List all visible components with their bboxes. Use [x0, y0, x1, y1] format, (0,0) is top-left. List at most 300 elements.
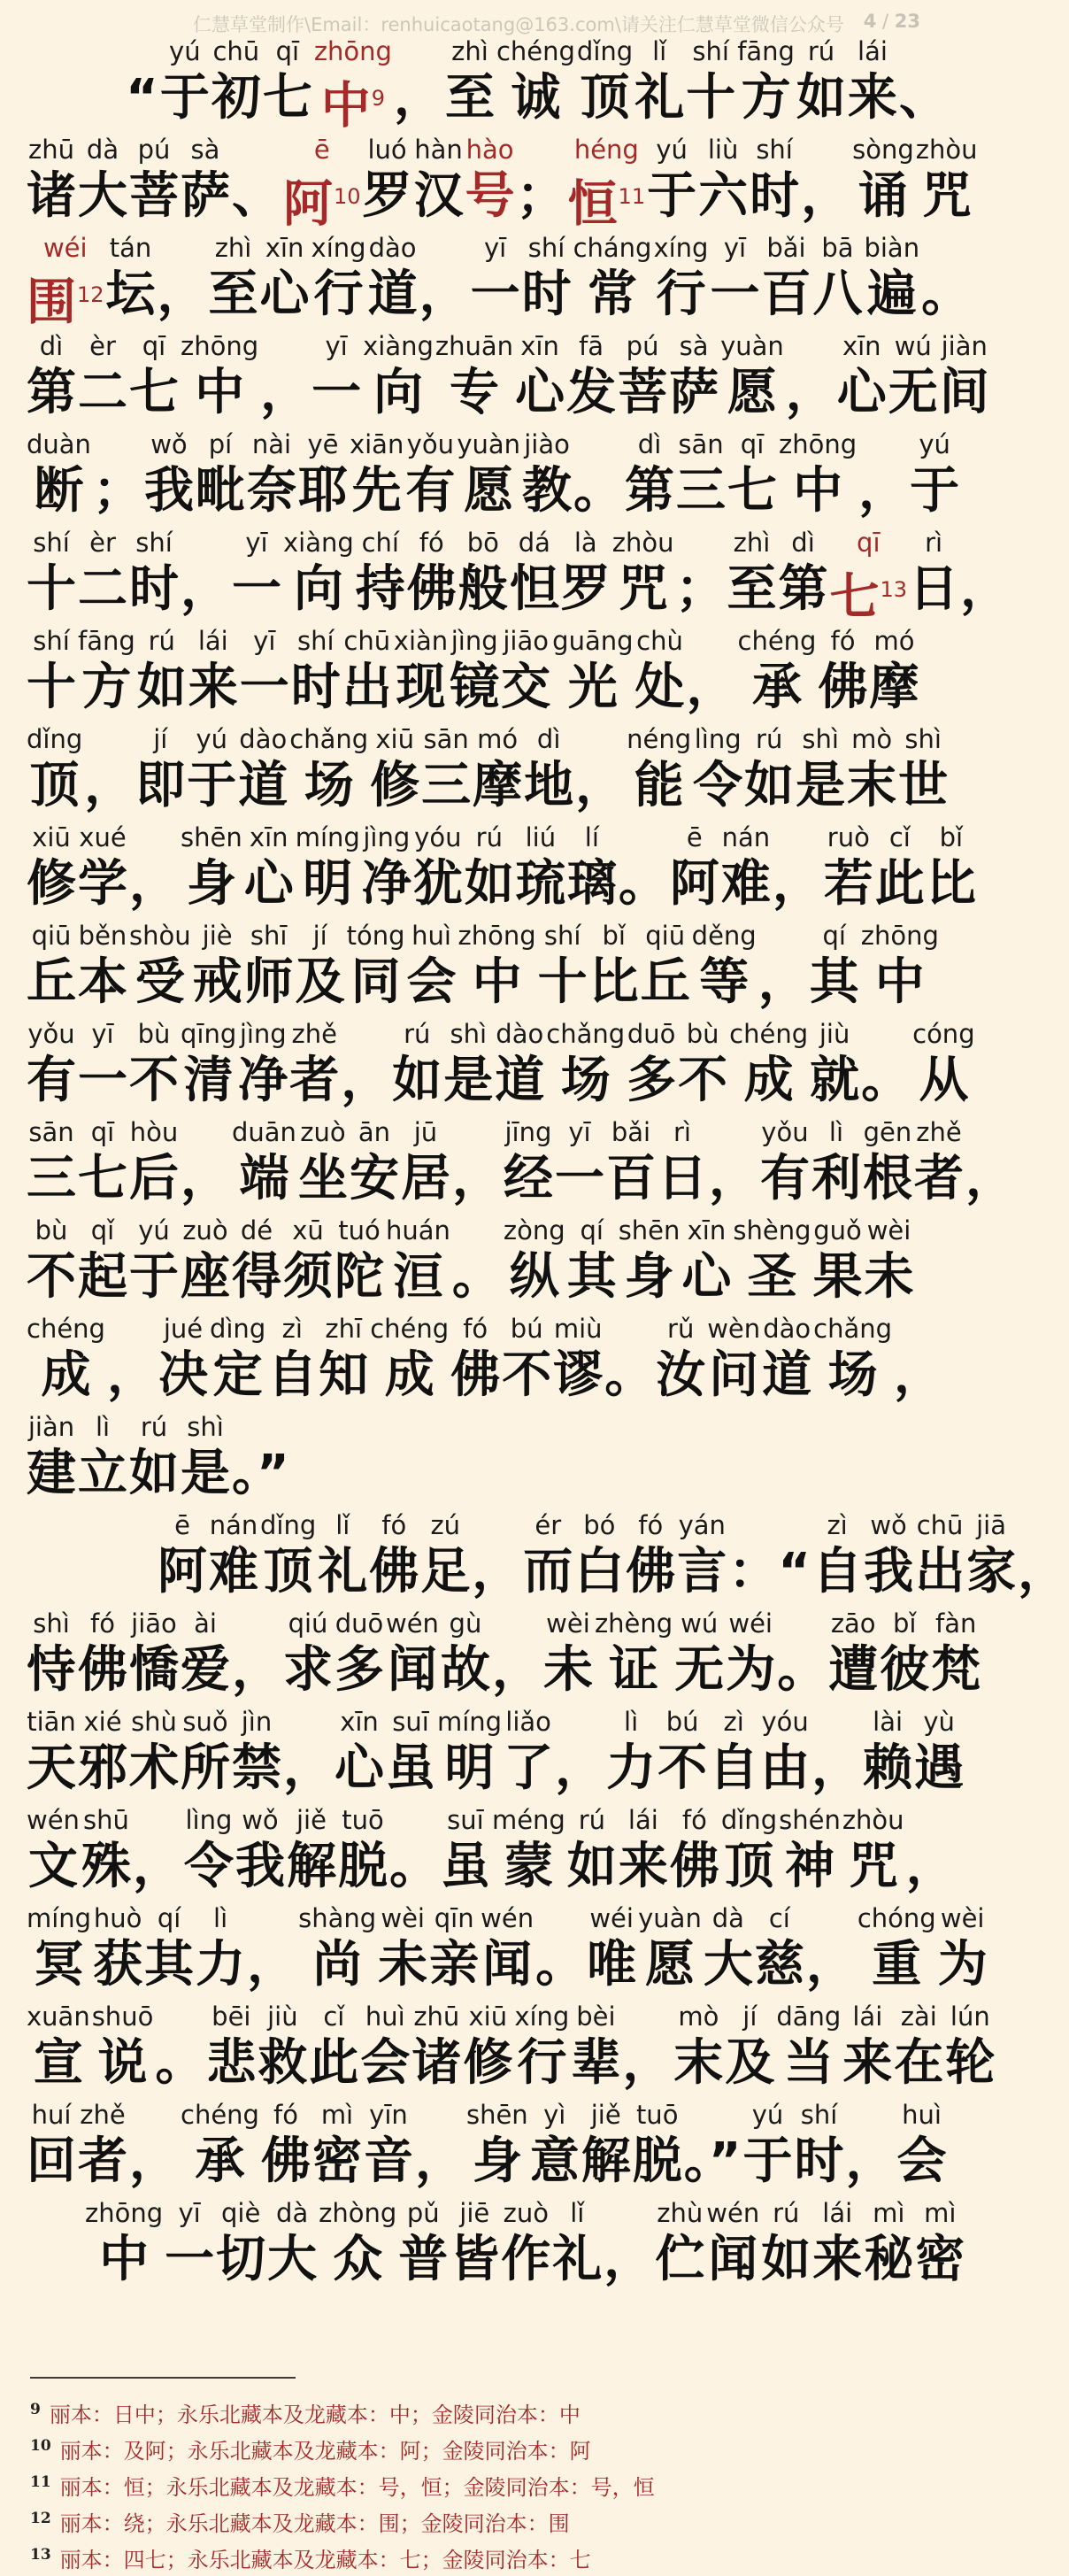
character	[450, 2197, 499, 2291]
hanzi-text: 明	[303, 855, 353, 913]
pinyin: shí	[527, 233, 565, 263]
pinyin: wén	[706, 2198, 760, 2228]
pinyin	[555, 1706, 604, 1738]
character	[824, 821, 873, 915]
character	[779, 527, 828, 621]
character	[466, 2099, 528, 2193]
pinyin: shí	[543, 921, 581, 951]
pinyin: pí	[208, 429, 233, 459]
character	[618, 330, 667, 424]
character	[129, 1411, 179, 1505]
pinyin	[861, 1018, 911, 1050]
character	[78, 1706, 127, 1800]
hanzi	[727, 460, 777, 522]
hanzi-text: 六	[698, 167, 749, 225]
hanzi	[78, 559, 127, 621]
pinyin: shòu	[129, 921, 191, 951]
pinyin: chū	[343, 626, 391, 656]
character	[888, 330, 938, 424]
pinyin	[247, 1902, 296, 1934]
character	[27, 625, 76, 719]
pinyin: èr	[89, 331, 116, 361]
character	[523, 1509, 573, 1603]
pinyin: shēn	[181, 822, 242, 852]
pinyin: yuàn	[457, 429, 521, 459]
pinyin	[573, 428, 623, 460]
character	[443, 1018, 493, 1112]
pinyin: zhù	[657, 2198, 704, 2228]
hanzi-text: 会	[360, 2034, 411, 2092]
hanzi	[760, 1148, 810, 1210]
character	[465, 821, 514, 915]
pinyin: qī	[857, 528, 881, 558]
pinyin: wéi	[589, 1903, 634, 1933]
hanzi-text: 一	[78, 1052, 127, 1109]
character	[704, 1902, 753, 1996]
hanzi	[78, 1443, 127, 1505]
hanzi-text: 术	[129, 1739, 179, 1797]
hanzi	[810, 952, 859, 1014]
hanzi	[670, 1836, 719, 1898]
character	[296, 821, 360, 915]
pinyin: xíng	[514, 2001, 570, 2032]
character	[492, 1804, 565, 1898]
footnote-reference[interactable]: 11	[618, 184, 646, 209]
hanzi-text: 地	[524, 757, 574, 814]
character	[341, 1018, 390, 1112]
hanzi-text: 是	[443, 1052, 494, 1109]
hanzi	[495, 1050, 544, 1112]
hanzi-text: 文	[27, 1838, 78, 1895]
hanzi	[216, 2229, 265, 2291]
hanzi-text: 言	[677, 1543, 727, 1600]
pinyin: dǐng	[260, 1510, 317, 1540]
variant-character	[567, 134, 646, 234]
pinyin: chǎng	[289, 724, 369, 754]
hanzi	[743, 2131, 793, 2193]
pinyin: gù	[449, 1608, 482, 1639]
character	[846, 2099, 896, 2193]
hanzi	[1018, 1541, 1067, 1603]
pinyin: zāo	[830, 1608, 876, 1639]
pinyin: qī	[142, 331, 166, 361]
pinyin: cháng	[573, 233, 652, 263]
character	[27, 723, 82, 817]
character	[78, 1116, 127, 1210]
hanzi-text: 。	[861, 1052, 911, 1109]
pinyin: wèi	[381, 1903, 425, 1933]
hanzi	[538, 952, 588, 1014]
pinyin: xiàng	[283, 528, 354, 558]
character	[810, 920, 859, 1014]
character	[801, 134, 850, 228]
pinyin	[181, 1116, 230, 1148]
hanzi	[669, 362, 719, 424]
hanzi-text: 心	[515, 364, 565, 421]
character	[914, 1116, 964, 1210]
character	[686, 35, 735, 129]
hanzi-text: ，	[129, 2133, 179, 2190]
pinyin: yē	[307, 429, 339, 459]
footnote-text: 丽本：恒；永乐北藏本及龙藏本：号，恒；金陵同治本：号，恒	[59, 2475, 655, 2500]
hanzi	[298, 1148, 348, 1210]
hanzi-text: 时	[521, 266, 572, 323]
pinyin: jìng	[239, 1019, 287, 1049]
footnote-reference[interactable]: 9	[371, 86, 386, 111]
pinyin	[472, 1509, 521, 1541]
hanzi	[240, 657, 289, 719]
hanzi	[698, 166, 748, 228]
character	[880, 1608, 929, 1701]
pinyin	[806, 1902, 856, 1934]
pinyin: lí	[584, 822, 599, 852]
hanzi-text: 。	[155, 2034, 205, 2092]
hanzi	[78, 2131, 127, 2193]
character	[567, 821, 617, 915]
hanzi	[458, 559, 508, 621]
pinyin	[517, 134, 566, 166]
hanzi	[27, 1443, 76, 1505]
character	[916, 134, 978, 228]
character	[678, 1018, 727, 1112]
hanzi-text: 承	[195, 2133, 245, 2190]
character	[530, 2099, 580, 2193]
pinyin: xīn	[842, 331, 881, 361]
footnote-reference[interactable]: 13	[880, 577, 908, 602]
hanzi	[852, 166, 914, 228]
hanzi	[27, 952, 76, 1014]
hanzi-text: 利	[811, 1150, 861, 1207]
character	[812, 1509, 862, 1603]
character	[421, 723, 471, 817]
pinyin	[811, 1706, 861, 1738]
hanzi	[267, 2229, 317, 2291]
hanzi-text: 。	[388, 1838, 439, 1895]
character	[811, 1706, 861, 1800]
pinyin: xīn	[249, 822, 288, 852]
hanzi	[656, 1345, 705, 1407]
pinyin: zì	[827, 1510, 848, 1540]
hanzi	[553, 1345, 603, 1407]
pinyin: jìn	[241, 1707, 273, 1737]
hanzi	[458, 952, 536, 1014]
text-line	[27, 920, 939, 1018]
hanzi	[84, 755, 134, 817]
footnote-number: 13	[30, 2546, 51, 2564]
pinyin: dào	[239, 724, 288, 754]
pinyin: yóu	[414, 822, 462, 852]
hanzi	[232, 559, 281, 621]
pinyin: wèi	[940, 1903, 985, 1933]
hanzi	[341, 1050, 390, 1112]
hanzi-text: 咒	[618, 560, 668, 618]
character	[129, 1116, 179, 1210]
hanzi	[232, 166, 281, 228]
pinyin: guāng	[552, 626, 634, 656]
hanzi-text: 号	[465, 167, 515, 225]
character	[181, 527, 230, 621]
character	[733, 1215, 811, 1308]
hanzi	[706, 2229, 759, 2291]
hanzi	[626, 1541, 675, 1603]
hanzi-text: ，	[283, 1739, 333, 1797]
hanzi	[931, 1639, 981, 1701]
hanzi	[106, 264, 156, 326]
hanzi	[681, 1246, 731, 1308]
hanzi-text: 比	[926, 855, 976, 913]
hanzi	[129, 559, 179, 621]
character	[552, 625, 633, 719]
hanzi	[655, 2229, 704, 2291]
hanzi-text: 来	[842, 2034, 893, 2092]
hanzi-text: 闻	[708, 2231, 758, 2288]
hanzi-text: 教	[522, 462, 573, 520]
character	[471, 232, 520, 326]
hanzi-text: ，	[604, 2231, 654, 2288]
pinyin: zhòu	[915, 135, 978, 165]
footnote-text: 丽本：及阿；永乐北藏本及龙藏本：阿；金陵同治本：阿	[59, 2439, 591, 2464]
hanzi	[232, 1639, 281, 1701]
hanzi	[779, 1836, 841, 1898]
pinyin: xié	[83, 1707, 122, 1737]
pinyin: chéng	[737, 626, 817, 656]
hanzi	[595, 1639, 673, 1701]
pinyin: huì	[902, 2100, 942, 2130]
hanzi	[289, 755, 368, 817]
hanzi	[692, 952, 757, 1014]
hanzi	[523, 1541, 573, 1603]
hanzi	[452, 1246, 502, 1308]
pinyin: yī	[178, 2198, 201, 2228]
hanzi	[360, 2032, 410, 2094]
character	[129, 920, 191, 1014]
hanzi	[921, 264, 971, 326]
hanzi	[27, 1246, 76, 1308]
hanzi	[546, 1050, 625, 1112]
character	[894, 2001, 943, 2094]
hanzi-text: 为	[726, 1641, 776, 1699]
character	[84, 723, 134, 817]
character	[921, 232, 971, 326]
pinyin: wèn	[707, 1314, 761, 1344]
hanzi	[466, 2131, 528, 2193]
pinyin: bǐ	[939, 822, 964, 852]
hanzi	[144, 1934, 194, 1996]
hanzi	[847, 755, 896, 817]
character	[27, 1313, 105, 1407]
pinyin: ài	[194, 1608, 217, 1639]
pinyin: xiān	[349, 429, 404, 459]
hanzi	[188, 657, 238, 719]
character	[496, 35, 575, 129]
hanzi	[721, 853, 771, 915]
hanzi-text: ，	[419, 266, 469, 323]
hanzi	[587, 1934, 636, 1996]
hanzi	[619, 1836, 668, 1898]
pinyin: shén	[779, 1805, 841, 1835]
hanzi-text: ，	[894, 1346, 944, 1404]
hanzi-text: 末	[673, 2034, 724, 2092]
pinyin: xiàng	[363, 331, 434, 361]
hanzi-text: 一	[165, 2231, 215, 2288]
character	[743, 2099, 793, 2193]
hanzi-text: 憍	[129, 1641, 179, 1699]
character	[687, 625, 736, 719]
hanzi-text: “	[126, 69, 158, 127]
pinyin: lái	[822, 2198, 853, 2228]
hanzi-text: 咒	[921, 167, 972, 225]
hanzi-text: 中	[793, 462, 843, 520]
hanzi-text: 于	[129, 1248, 179, 1306]
hanzi-text: 多	[627, 1052, 677, 1109]
character	[181, 1706, 230, 1800]
hanzi	[206, 2032, 256, 2094]
hanzi	[865, 1246, 914, 1308]
footnote-reference[interactable]: 12	[77, 282, 104, 307]
character	[27, 1116, 76, 1210]
hanzi	[283, 1738, 333, 1800]
pinyin: fāng	[737, 36, 795, 66]
character	[350, 428, 404, 522]
pinyin: cóng	[912, 1019, 975, 1049]
variant-character	[313, 35, 392, 135]
text-line	[27, 134, 978, 234]
text-line	[27, 1706, 965, 1804]
character	[411, 2001, 461, 2094]
pinyin: fāng	[78, 626, 135, 656]
hanzi-text: 说	[97, 2034, 148, 2092]
character	[298, 1116, 348, 1210]
pinyin	[232, 1608, 281, 1639]
hanzi-text: 轮	[945, 2034, 996, 2092]
character	[129, 1215, 179, 1308]
pinyin: bō	[466, 528, 499, 558]
character	[515, 330, 565, 424]
hanzi	[405, 460, 455, 522]
hanzi	[837, 362, 887, 424]
hanzi	[181, 1050, 236, 1112]
hanzi	[27, 2032, 90, 2094]
hanzi-text: 心	[243, 855, 294, 913]
pinyin: sà	[679, 331, 709, 361]
hanzi	[720, 362, 784, 424]
hanzi-text: 处	[634, 659, 685, 716]
character	[779, 1804, 841, 1898]
hanzi-text: 众	[333, 2231, 383, 2288]
character	[232, 1706, 281, 1800]
hanzi	[450, 657, 499, 719]
character	[356, 527, 405, 621]
hanzi-text: 愿	[727, 364, 777, 421]
character	[864, 1509, 913, 1603]
hanzi	[244, 952, 294, 1014]
hanzi-text: 第	[778, 560, 828, 618]
hanzi	[350, 1148, 399, 1210]
hanzi-text: 多	[335, 1641, 384, 1699]
hanzi	[27, 166, 76, 228]
character	[78, 1411, 127, 1505]
pinyin: rì	[673, 1117, 691, 1147]
pinyin: bēi	[211, 2001, 251, 2032]
character	[502, 1313, 551, 1407]
character	[363, 134, 412, 228]
hanzi-text: 成	[41, 1346, 91, 1404]
footnote-reference[interactable]: 10	[334, 184, 361, 209]
hanzi	[181, 1639, 230, 1701]
hanzi-text: 于	[742, 2133, 793, 2190]
character	[129, 134, 179, 228]
pinyin: bú	[665, 1707, 699, 1737]
hanzi	[676, 559, 726, 621]
hanzi	[673, 2032, 723, 2094]
hanzi-text: 及	[295, 953, 345, 1011]
text-line	[27, 723, 949, 821]
character	[107, 1313, 157, 1407]
hanzi-text: 时	[290, 659, 341, 716]
hanzi-text: 无	[674, 1641, 725, 1699]
hanzi-text: 者	[289, 1052, 340, 1109]
character	[289, 1018, 339, 1112]
pinyin: hàn	[414, 135, 463, 165]
character	[655, 2197, 704, 2291]
pinyin	[129, 821, 179, 853]
hanzi	[927, 853, 976, 915]
hanzi	[861, 952, 939, 1014]
hanzi-text: 一	[710, 266, 760, 323]
hanzi-text: 礼	[552, 2231, 603, 2288]
pinyin	[906, 1804, 956, 1836]
hanzi	[78, 1050, 127, 1112]
pinyin: qī	[275, 36, 300, 66]
pinyin: yī	[483, 233, 507, 263]
pinyin: shēn	[618, 1215, 681, 1246]
hanzi-text: 光	[567, 659, 618, 716]
pinyin	[389, 1804, 439, 1836]
hanzi	[707, 1345, 760, 1407]
hanzi-text: ；	[516, 167, 566, 225]
character	[342, 625, 392, 719]
character	[27, 1608, 76, 1701]
pinyin: lái	[858, 36, 888, 66]
character	[27, 1902, 91, 1996]
pinyin: mó	[477, 724, 519, 754]
hanzi-text: 百	[605, 1150, 656, 1207]
hanzi-text: 净	[361, 855, 411, 913]
hanzi-text: 顶	[580, 69, 630, 127]
pinyin: rú	[773, 2198, 800, 2228]
footnote	[30, 2540, 924, 2576]
pinyin	[107, 1313, 157, 1345]
character	[796, 723, 845, 817]
hanzi	[915, 2229, 965, 2291]
pinyin: nài	[251, 429, 292, 459]
pinyin: qí	[157, 1903, 181, 1933]
hanzi-text: 若	[823, 855, 873, 913]
character	[311, 330, 361, 424]
pinyin: nán	[209, 1510, 258, 1540]
hanzi	[938, 1934, 988, 1996]
hanzi	[27, 1050, 76, 1112]
pinyin: zhòu	[842, 1805, 904, 1835]
hanzi-text: 道	[495, 1052, 545, 1109]
pinyin: cí	[768, 1903, 790, 1933]
character	[209, 232, 258, 326]
character	[852, 134, 914, 228]
pinyin: shì	[33, 1608, 70, 1639]
pinyin: shì	[802, 724, 839, 754]
pinyin: xíng	[311, 233, 366, 263]
hanzi	[686, 67, 735, 129]
